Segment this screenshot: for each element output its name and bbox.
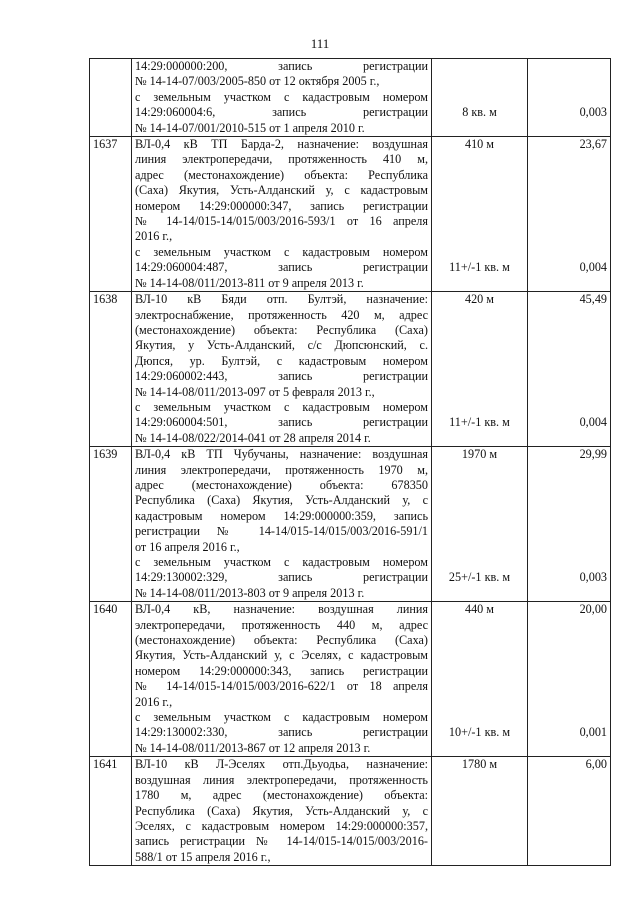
- description-line: 14:29:060002:443, запись регистрации: [135, 369, 428, 384]
- value-main: 29,99: [579, 447, 607, 462]
- description-line: № 14-14-07/001/2010-515 от 1 апреля 2010 г.: [135, 120, 365, 135]
- description-line: номером 14:29:000000:343, запись регистрации: [135, 663, 428, 678]
- area-cell: [528, 59, 611, 137]
- land-area: 8 кв. м: [462, 105, 497, 120]
- table-row: [90, 59, 611, 137]
- table-row: [90, 292, 611, 447]
- row-number: 1638: [90, 292, 132, 447]
- description-line: ВЛ-10 кВ Л-Эселях отп.Дьуодьа, назначение:: [135, 757, 428, 772]
- value-land: 0,004: [579, 260, 607, 275]
- land-area: 25+/-1 кв. м: [448, 570, 511, 585]
- description-line: 14:29:060004:6, запись регистрации: [135, 105, 428, 120]
- description-line: воздушная линия электропередачи, протяженность: [135, 772, 428, 787]
- description-line: с земельным участком с кадастровым номером: [135, 555, 428, 569]
- description-line: электроснабжение, протяженность 420 м, адрес: [135, 307, 428, 322]
- land-area: 10+/-1 кв. м: [448, 725, 511, 740]
- registry-table: [89, 58, 611, 866]
- value-main: 20,00: [579, 602, 607, 617]
- description-line: Якутия, Усть-Алданский у, с Эселях, с кадастровым: [135, 648, 428, 663]
- description-line: 2016 г.,: [135, 229, 173, 244]
- description-line: Дюпся, ур. Бултэй, с кадастровым номером: [135, 353, 428, 368]
- table-row: [90, 602, 611, 757]
- description-line: № 14-14-08/011/2013-803 от 9 апреля 2013 г.: [135, 585, 365, 600]
- description-line: линия электропередачи, протяженность 410 м,: [135, 152, 428, 167]
- line-length: 440 м: [464, 602, 495, 617]
- description-line: запись регистрации № 14-14/015-14/015/003/2016-: [135, 834, 428, 849]
- measure-cell: [432, 447, 528, 602]
- description-line: с земельным участком с кадастровым номером: [135, 89, 428, 104]
- measure-cell: [432, 292, 528, 447]
- description-line: 14:29:000000:200, запись регистрации: [135, 59, 428, 73]
- object-description: [132, 292, 432, 447]
- description-line: 14:29:060004:487, запись регистрации: [135, 260, 428, 275]
- value-main: [531, 59, 607, 74]
- description-line: Республика (Саха) Якутия, Усть-Алданский у, с: [135, 803, 428, 818]
- description-line: 14:29:130002:330, запись регистрации: [135, 725, 428, 740]
- object-description: [132, 447, 432, 602]
- line-length: 1780 м: [461, 757, 498, 772]
- table-row: [90, 757, 611, 866]
- line-length: [435, 59, 524, 74]
- description-line: линия электропередачи, протяженность 1970 м,: [135, 462, 428, 477]
- description-line: с земельным участком с кадастровым номером: [135, 399, 428, 414]
- row-number: 1637: [90, 137, 132, 292]
- row-number: 1639: [90, 447, 132, 602]
- object-description: [132, 757, 432, 866]
- description-line: (Саха) Якутия, Усть-Алданский у, с кадастровым: [135, 183, 428, 198]
- description-line: ВЛ-0,4 кВ ТП Чубучаны, назначение: воздушная: [135, 447, 428, 462]
- object-description: [132, 59, 432, 137]
- description-line: адрес (местонахождение) объекта: 678350: [135, 477, 428, 492]
- description-line: 2016 г.,: [135, 694, 173, 709]
- object-description: [132, 602, 432, 757]
- value-land: 0,004: [579, 415, 607, 430]
- description-line: Республика (Саха) Якутия, Усть-Алданский у, с: [135, 493, 428, 508]
- description-line: регистрации № 14-14/015-14/015/003/2016-591/1: [135, 524, 428, 539]
- line-length: 420 м: [464, 292, 495, 307]
- description-line: Эселях, с кадастровым номером 14:29:000000:357,: [135, 818, 428, 833]
- description-line: номером 14:29:000000:347, запись регистрации: [135, 198, 428, 213]
- description-line: с земельным участком с кадастровым номером: [135, 710, 428, 725]
- row-number: [90, 59, 132, 137]
- row-number: 1641: [90, 757, 132, 866]
- area-cell: [528, 757, 611, 866]
- measure-cell: [432, 137, 528, 292]
- area-cell: [528, 137, 611, 292]
- value-land: 0,001: [579, 725, 607, 740]
- description-line: электропередачи, протяженность 440 м, адрес: [135, 617, 428, 632]
- description-line: № 14-14-08/011/2013-811 от 9 апреля 2013 г.: [135, 275, 364, 290]
- value-main: 23,67: [579, 137, 607, 152]
- line-length: 1970 м: [461, 447, 498, 462]
- description-line: № 14-14-08/022/2014-041 от 28 апреля 2014 г.: [135, 430, 371, 445]
- value-main: 45,49: [579, 292, 607, 307]
- object-description: [132, 137, 432, 292]
- description-line: ВЛ-10 кВ Бяди отп. Бултэй, назначение:: [135, 292, 428, 307]
- area-cell: [528, 602, 611, 757]
- description-line: (местонахождение) объекта: Республика (Саха): [135, 633, 428, 648]
- description-line: 588/1 от 15 апреля 2016 г.,: [135, 849, 271, 864]
- description-line: ВЛ-0,4 кВ ТП Барда-2, назначение: воздушная: [135, 137, 428, 152]
- description-line: 1780 м, адрес (местонахождение) объекта:: [135, 788, 428, 803]
- description-line: (местонахождение) объекта: Республика (Саха): [135, 322, 428, 337]
- table-row: [90, 137, 611, 292]
- area-cell: [528, 447, 611, 602]
- description-line: с земельным участком с кадастровым номером: [135, 244, 428, 259]
- description-line: № 14-14/015-14/015/003/2016-593/1 от 16 апреля: [135, 214, 428, 229]
- description-line: кадастровым номером 14:29:000000:359, запись: [135, 508, 428, 523]
- description-line: № 14-14-08/011/2013-097 от 5 февраля 2013 г.,: [135, 384, 375, 399]
- line-length: 410 м: [464, 137, 495, 152]
- area-cell: [528, 292, 611, 447]
- measure-cell: [432, 602, 528, 757]
- row-number: 1640: [90, 602, 132, 757]
- land-area: 11+/-1 кв. м: [449, 260, 510, 275]
- description-line: № 14-14-07/003/2005-850 от 12 октября 2005 г.,: [135, 74, 380, 89]
- table-row: [90, 447, 611, 602]
- description-line: № 14-14-08/011/2013-867 от 12 апреля 2013 г.: [135, 740, 371, 755]
- measure-cell: [432, 59, 528, 137]
- description-line: № 14-14/015-14/015/003/2016-622/1 от 18 апреля: [135, 679, 428, 694]
- description-line: 14:29:060004:501, запись регистрации: [135, 415, 428, 430]
- page-number: 111: [310, 36, 330, 51]
- description-line: от 16 апреля 2016 г.,: [135, 539, 240, 554]
- value-land: 0,003: [579, 570, 607, 585]
- land-area: 11+/-1 кв. м: [449, 415, 510, 430]
- measure-cell: [432, 757, 528, 866]
- description-line: ВЛ-0,4 кВ, назначение: воздушная линия: [135, 602, 428, 617]
- description-line: 14:29:130002:329, запись регистрации: [135, 570, 428, 585]
- value-land: 0,003: [579, 105, 607, 120]
- description-line: адрес (местонахождение) объекта: Республика: [135, 167, 428, 182]
- description-line: Якутия, у Усть-Алданский, с/с Дюпсюнский, с.: [135, 338, 428, 353]
- value-main: 6,00: [585, 757, 607, 772]
